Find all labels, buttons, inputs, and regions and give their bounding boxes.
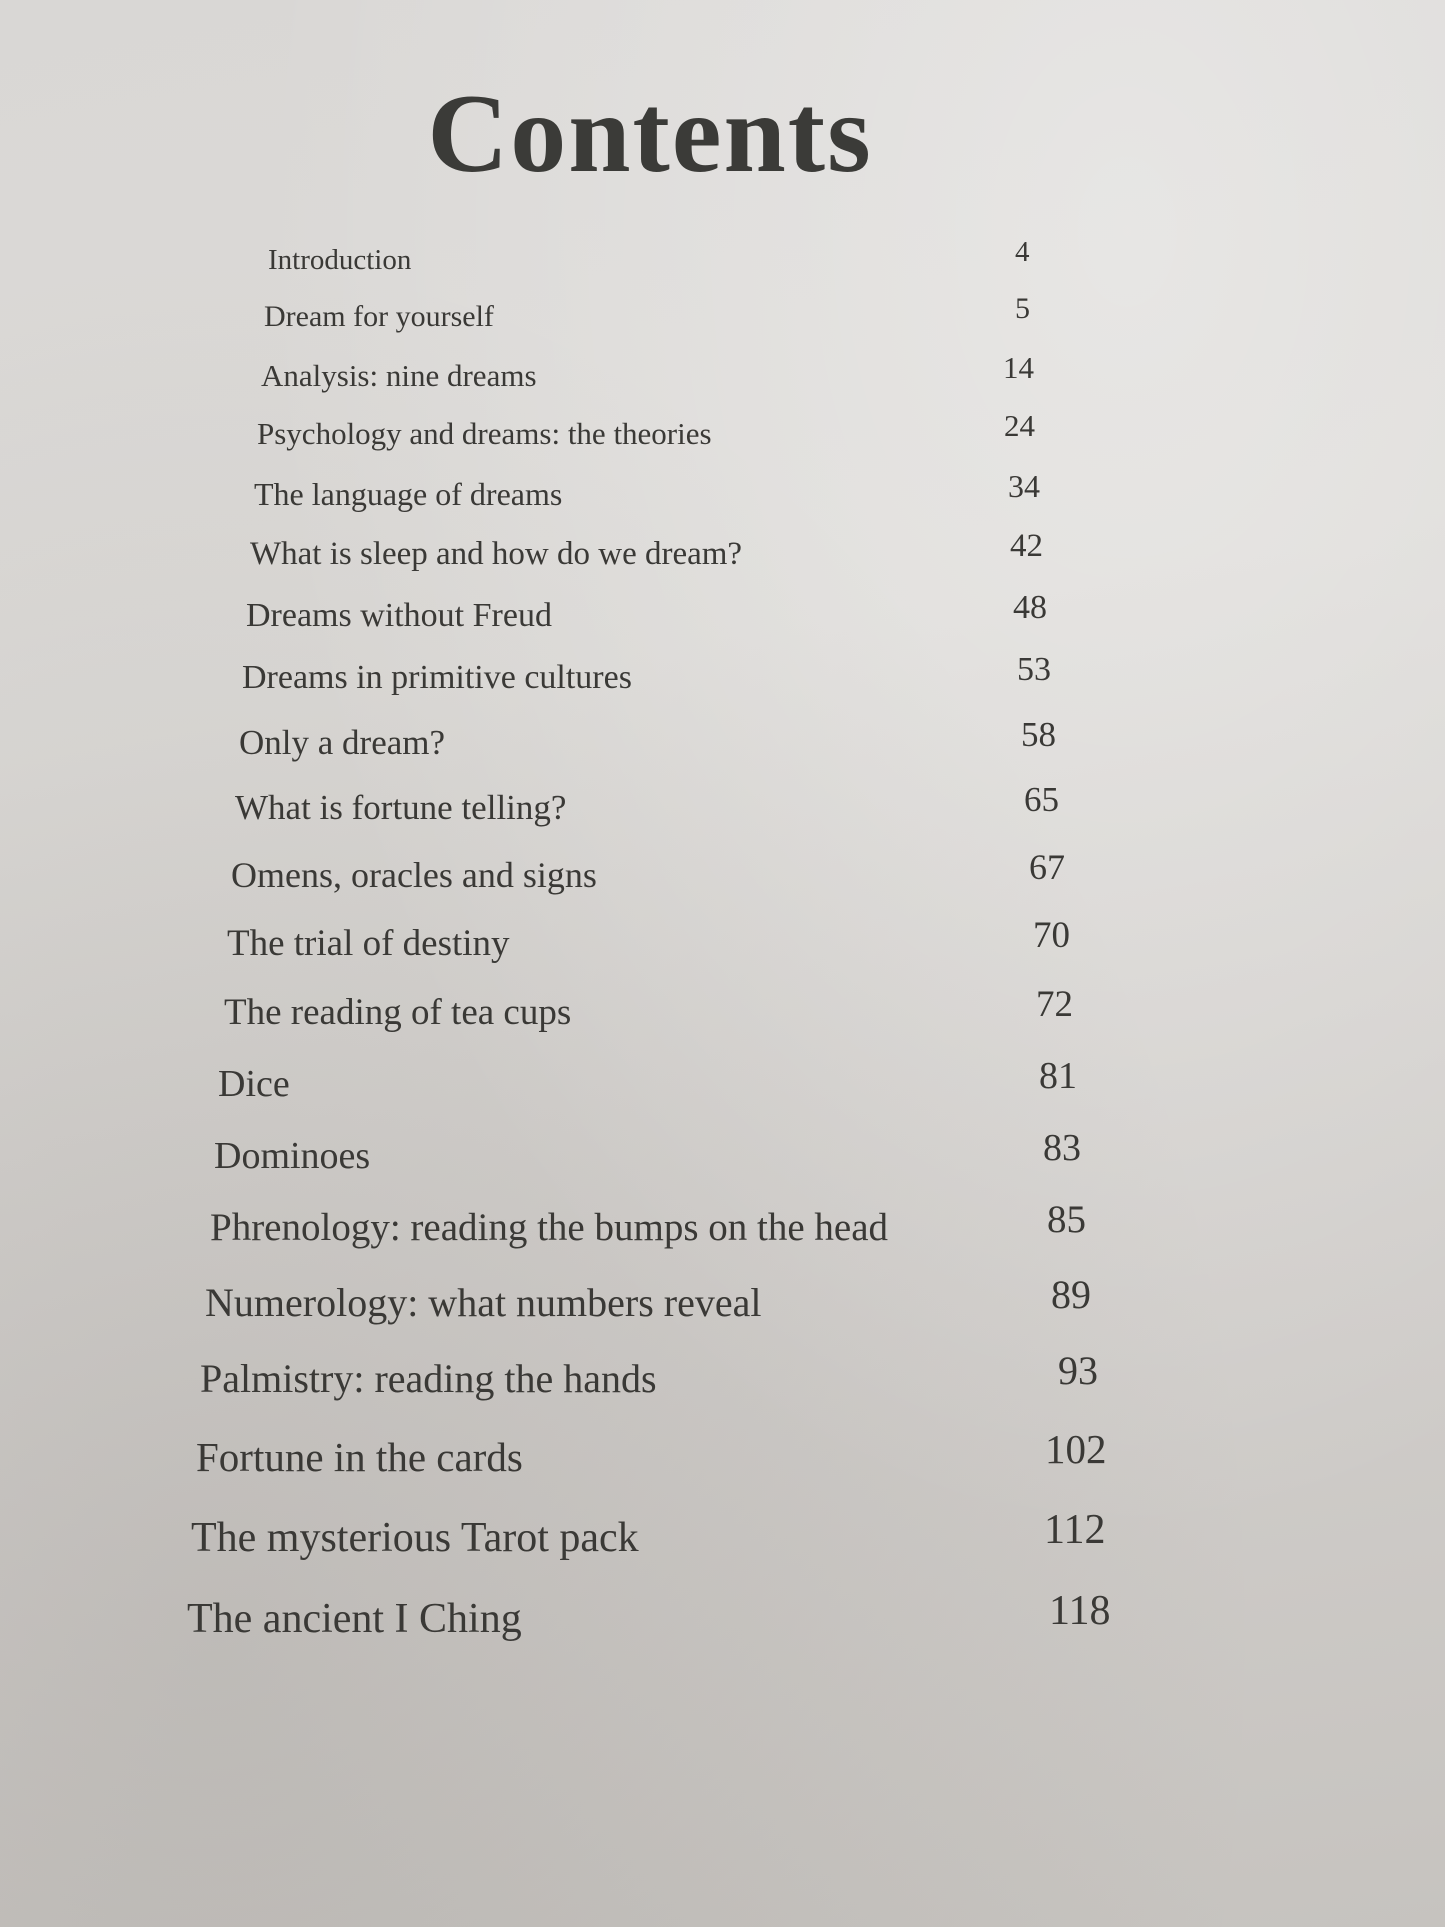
toc-entry-page-number: 14 — [1003, 350, 1034, 385]
toc-entry-label: Dominoes — [214, 1135, 371, 1177]
toc-entry-page-number: 58 — [1021, 715, 1056, 754]
toc-entry-page-number: 83 — [1043, 1127, 1081, 1169]
toc-entry-page-number: 67 — [1029, 847, 1065, 887]
toc-entry-page-number: 48 — [1013, 589, 1047, 626]
toc-entry-label: The ancient I Ching — [187, 1596, 522, 1642]
toc-entry-label: Psychology and dreams: the theories — [257, 416, 712, 451]
toc-entry-label: Omens, oracles and signs — [231, 855, 597, 895]
toc-entry-label: Dice — [218, 1063, 290, 1105]
toc-entry-label: Fortune in the cards — [196, 1434, 523, 1480]
toc-entry-page-number: 53 — [1017, 651, 1051, 688]
toc-entry-label: What is fortune telling? — [235, 788, 567, 827]
toc-entry-page-number: 72 — [1036, 984, 1073, 1025]
toc-entry-label: Dream for yourself — [264, 300, 494, 333]
toc-entry-page-number: 112 — [1044, 1507, 1106, 1553]
toc-entry-label: What is sleep and how do we dream? — [250, 536, 743, 572]
toc-entry-page-number: 34 — [1008, 468, 1040, 504]
toc-entry-page-number: 118 — [1049, 1588, 1111, 1634]
toc-entry-page-number: 42 — [1010, 528, 1043, 564]
toc-entry-label: The reading of tea cups — [224, 992, 572, 1033]
toc-entry-page-number: 102 — [1045, 1426, 1107, 1472]
toc-entry-label: Palmistry: reading the hands — [200, 1356, 657, 1401]
toc-entry-label: Numerology: what numbers reveal — [205, 1280, 762, 1325]
page-title: Contents — [427, 72, 873, 196]
toc-entry-label: The mysterious Tarot pack — [191, 1515, 639, 1561]
toc-entry-page-number: 70 — [1033, 915, 1070, 956]
toc-entry-label: The trial of destiny — [227, 923, 510, 964]
toc-entry-page-number: 4 — [1015, 236, 1030, 268]
toc-entry-label: Dreams without Freud — [246, 597, 552, 634]
toc-entry-page-number: 93 — [1058, 1348, 1098, 1393]
toc-entry-page-number: 24 — [1004, 408, 1035, 443]
toc-entry-label: Phrenology: reading the bumps on the head — [210, 1206, 889, 1249]
toc-entry-label: Dreams in primitive cultures — [242, 659, 632, 696]
toc-entry-page-number: 5 — [1015, 292, 1030, 325]
toc-entry-label: Introduction — [268, 244, 412, 276]
toc-entry-page-number: 89 — [1051, 1272, 1091, 1317]
toc-entry-page-number: 65 — [1024, 780, 1059, 819]
toc-entry-page-number: 85 — [1047, 1198, 1086, 1241]
toc-entry-label: Analysis: nine dreams — [261, 358, 537, 393]
toc-entry-label: Only a dream? — [239, 723, 446, 762]
toc-entry-label: The language of dreams — [254, 476, 563, 512]
toc-entry-page-number: 81 — [1039, 1055, 1077, 1097]
